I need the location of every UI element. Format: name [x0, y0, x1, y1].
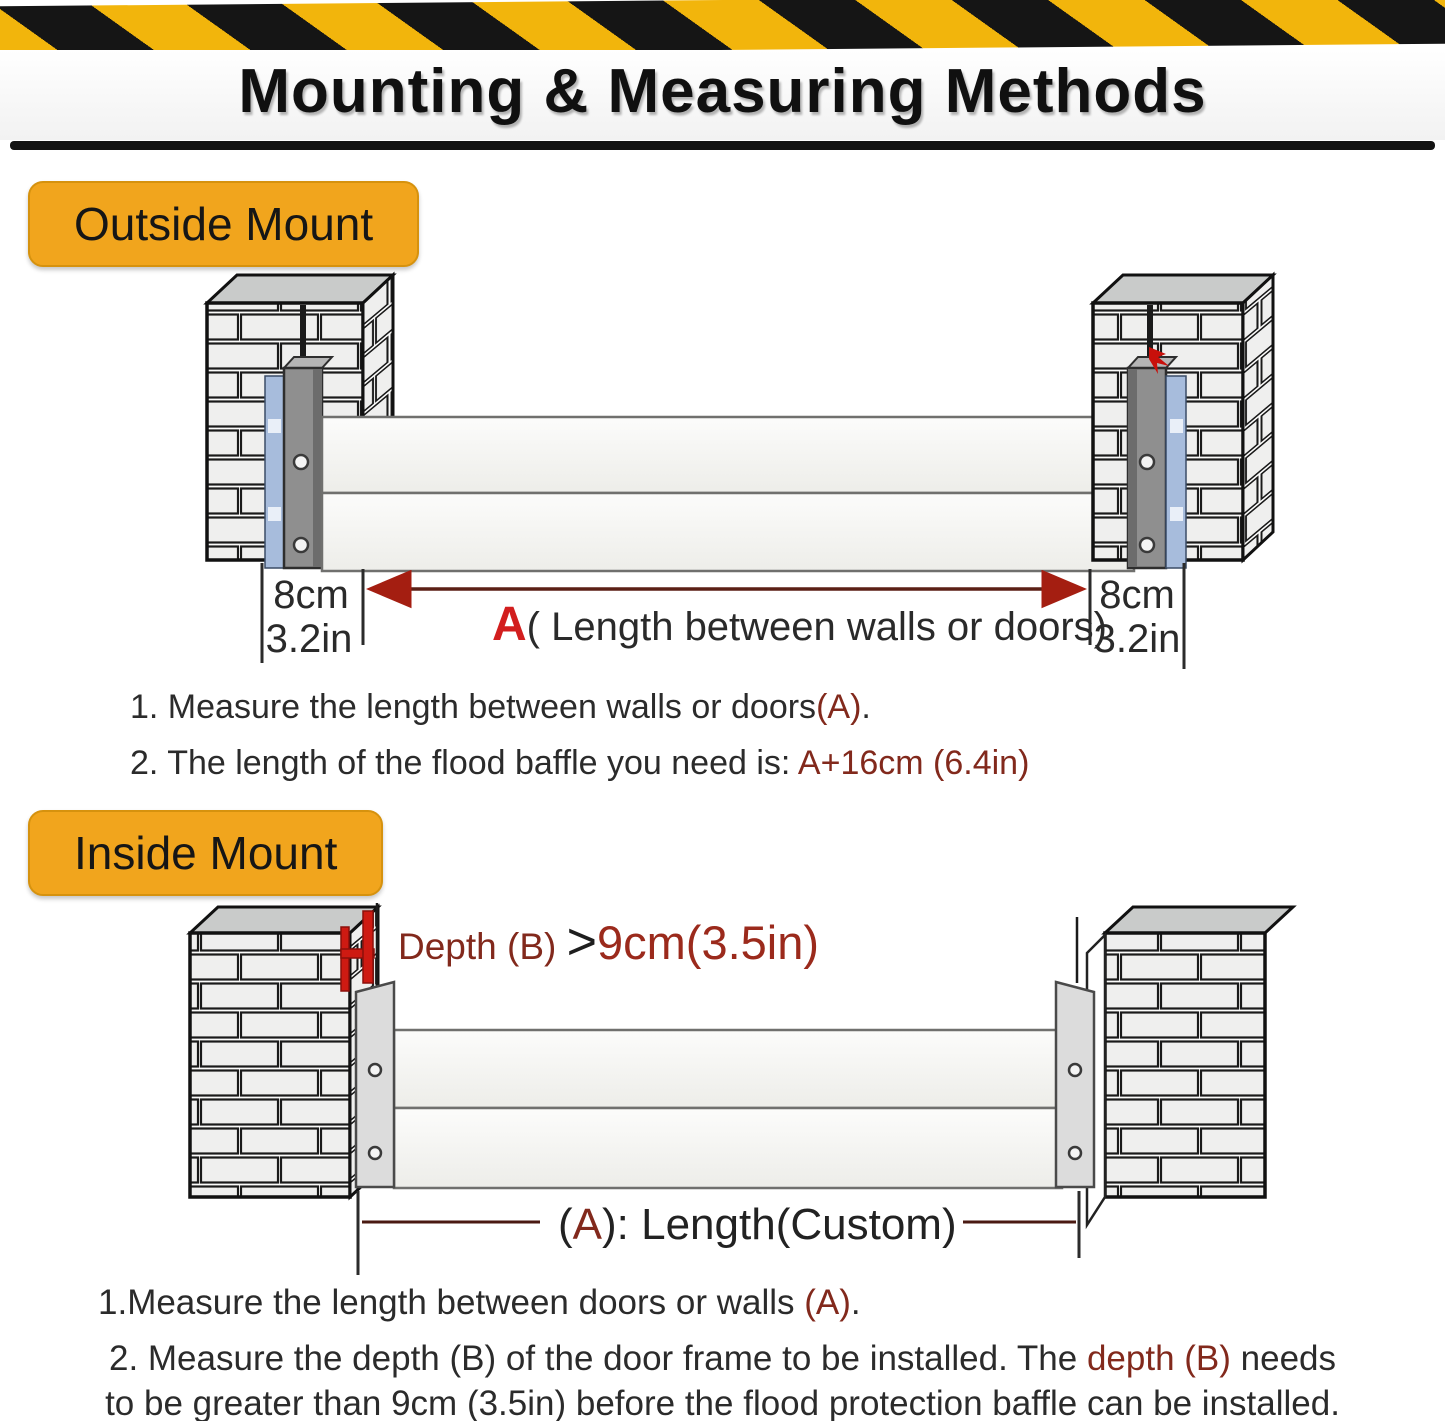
- depth-label-value: 9cm(3.5in): [597, 916, 820, 969]
- right-mount-plate: [1056, 982, 1094, 1187]
- length-label-open: (: [558, 1200, 573, 1249]
- span-length-a: A: [492, 598, 527, 651]
- barrier-board-bottom: [394, 1108, 1062, 1188]
- step-text: .: [861, 688, 871, 726]
- outside-mount-diagram: [0, 255, 1445, 675]
- right-wall-pillar: [1087, 907, 1293, 1225]
- header-divider: [10, 141, 1435, 150]
- left-bracket-top: [284, 357, 332, 368]
- inside-mount-diagram: [0, 895, 1445, 1285]
- left-offset-in: 3.2in: [265, 617, 353, 661]
- inside-step-2-line-2: to be greater than 9cm (3.5in) before the flood protection baffle can be installed.: [105, 1384, 1340, 1421]
- step-highlight: A+16cm (6.4in): [797, 744, 1030, 782]
- left-seal-mark: [268, 419, 281, 433]
- right-bracket-edge: [1128, 369, 1137, 567]
- screw-hole: [369, 1064, 381, 1076]
- hazard-stripe-band: [0, 0, 1445, 57]
- left-seal-strip: [265, 376, 284, 568]
- step-highlight: (A): [804, 1283, 851, 1322]
- length-label-a: A: [572, 1200, 603, 1249]
- right-seal-mark: [1170, 419, 1183, 433]
- flood-barrier-panels: [394, 1030, 1062, 1188]
- screw-hole: [294, 455, 308, 469]
- page-title: Mounting & Measuring Methods: [238, 57, 1207, 126]
- span-length-text: ( Length between walls or doors): [526, 605, 1107, 649]
- left-pillar-top: [207, 275, 393, 303]
- length-custom-label: [558, 1200, 957, 1249]
- step-highlight: (A): [816, 688, 862, 726]
- step-text: 2. Measure the depth (B) of the door frame to be installed. The: [108, 1339, 1087, 1378]
- inside-step-2: [0, 1336, 1445, 1421]
- right-seal-strip-body: [1166, 376, 1186, 568]
- right-pillar-top: [1105, 907, 1293, 933]
- screw-hole: [1069, 1064, 1081, 1076]
- left-seal-mark: [268, 507, 281, 521]
- span-length-label: [492, 598, 1107, 651]
- depth-bar: [341, 927, 349, 991]
- length-label-rest: ): Length(Custom): [602, 1200, 957, 1249]
- left-seal-strip-body: [265, 376, 284, 568]
- inside-mount-badge: [28, 810, 383, 896]
- left-bracket-edge: [313, 369, 322, 567]
- inside-step-1: [98, 1283, 861, 1323]
- flood-barrier-panels: [322, 417, 1134, 571]
- right-seal-strip: [1166, 376, 1186, 568]
- outside-step-2: [130, 744, 1029, 783]
- screw-hole: [1069, 1147, 1081, 1159]
- step-highlight: depth (B): [1086, 1339, 1231, 1378]
- dimension-annotations: [358, 1191, 1079, 1275]
- inside-mount-badge-label: Inside Mount: [74, 827, 338, 879]
- screw-hole: [294, 538, 308, 552]
- step-text: 1.Measure the length between doors or walls: [98, 1283, 805, 1322]
- right-pillar-side: [1243, 275, 1273, 560]
- barrier-board-bottom: [322, 493, 1134, 571]
- greater-than-sign: >: [566, 913, 597, 971]
- right-pillar-front: [1105, 933, 1265, 1197]
- right-offset-cm: 8cm: [1099, 573, 1175, 617]
- left-pillar-front: [190, 933, 350, 1197]
- outside-mount-badge-label: Outside Mount: [74, 198, 374, 250]
- left-pillar-top: [190, 907, 378, 933]
- right-seal-mark: [1170, 507, 1183, 521]
- outside-step-1: [130, 688, 1029, 727]
- left-offset-cm: 8cm: [273, 573, 349, 617]
- step-text: needs: [1230, 1339, 1337, 1378]
- inside-step-2-line-1: [0, 1336, 1445, 1381]
- right-offset-in: 3.2in: [1093, 617, 1181, 661]
- dimension-annotations: [262, 563, 1184, 669]
- screw-hole: [1140, 538, 1154, 552]
- depth-requirement-label: [398, 913, 819, 971]
- step-text: 2. The length of the flood baffle you need is:: [130, 744, 798, 782]
- depth-bar: [363, 911, 373, 983]
- barrier-board-top: [394, 1030, 1062, 1108]
- barrier-board-top: [322, 417, 1134, 493]
- screw-hole: [1140, 455, 1154, 469]
- left-mount-plate: [356, 982, 394, 1187]
- step-text: .: [850, 1283, 861, 1322]
- depth-label-prefix: Depth (B): [398, 926, 567, 967]
- step-text: 1. Measure the length between walls or doors: [130, 688, 817, 726]
- outside-mount-steps: [130, 688, 1029, 800]
- screw-hole: [369, 1147, 381, 1159]
